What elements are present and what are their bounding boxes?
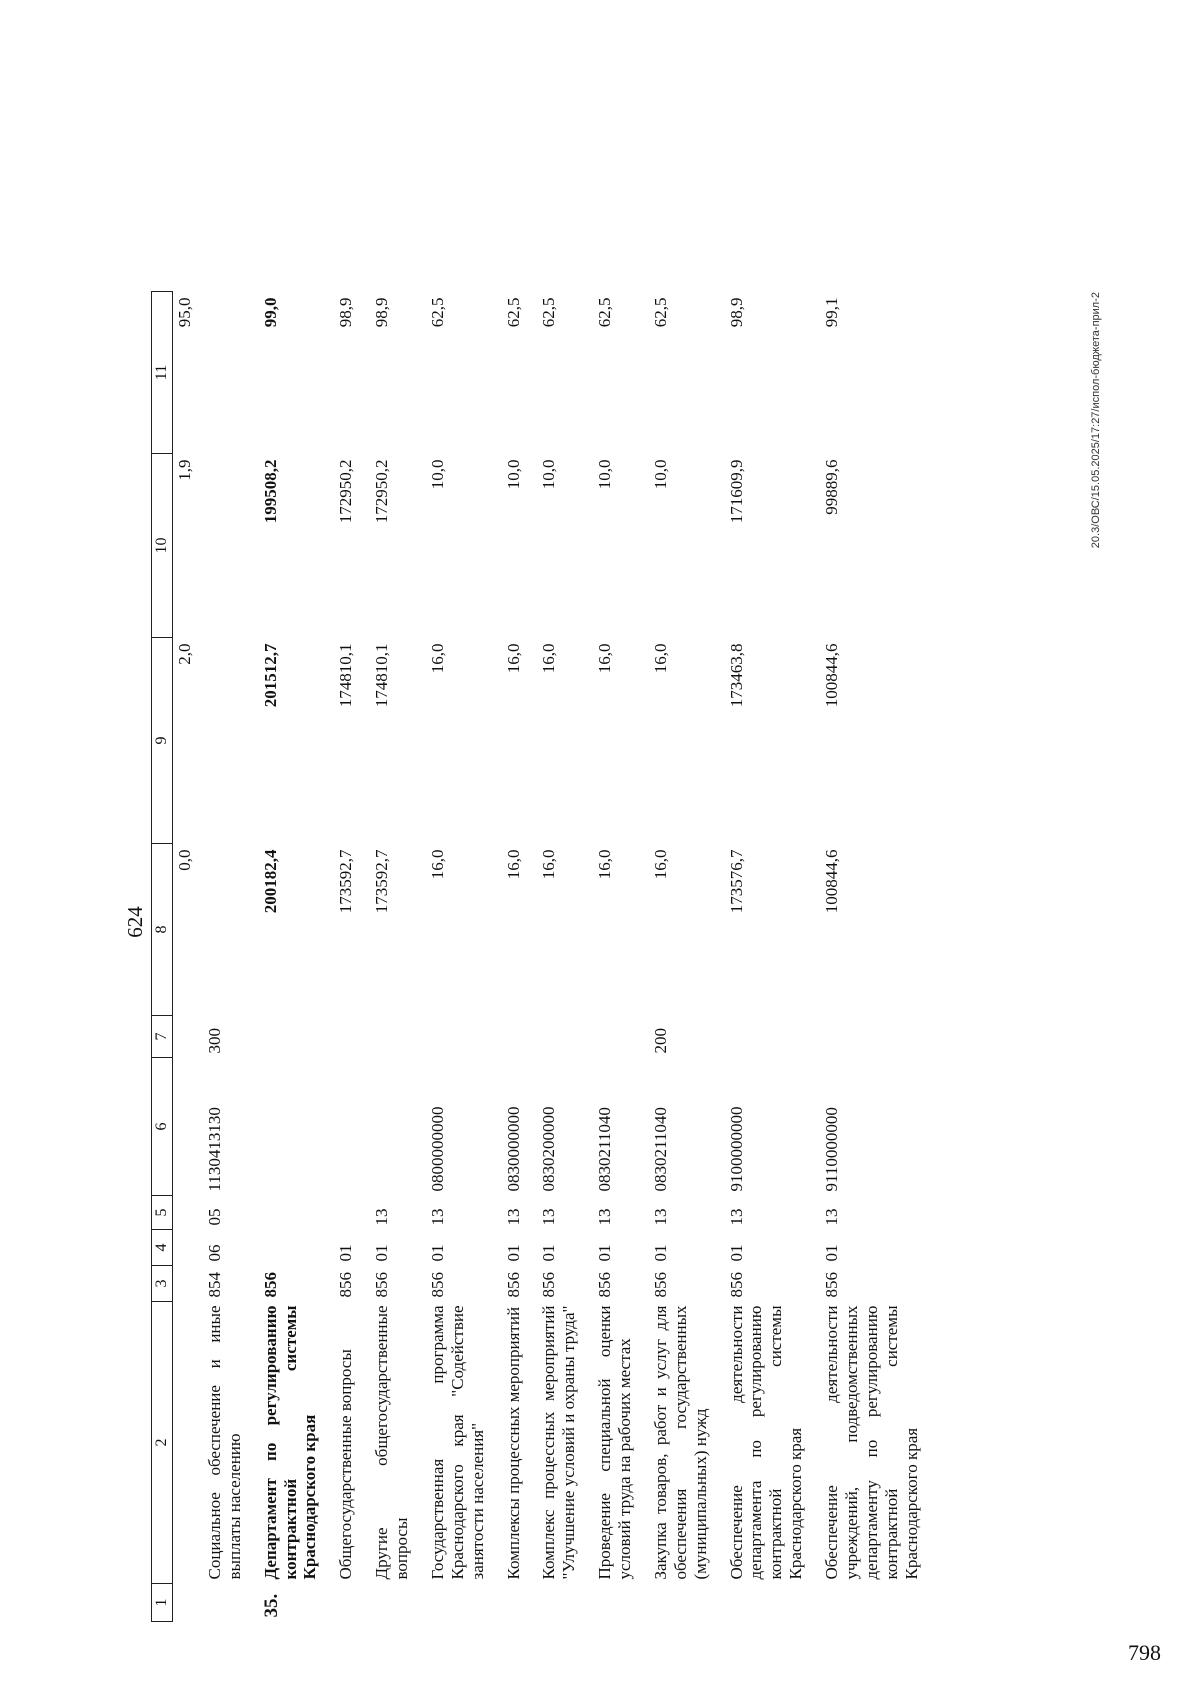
document-stamp: 20.3/ОВС/15.05.2025/17:27/испол-бюджета-прил-2 bbox=[1090, 292, 1102, 549]
table-row: Социальное обеспечение и иные выплаты населению 854 06 05 1130413130 300 bbox=[201, 292, 253, 1622]
row-name: Другие общегосударственные вопросы bbox=[372, 1305, 411, 1580]
rotated-page bbox=[115, 222, 1115, 1622]
budget-table bbox=[151, 291, 929, 1622]
row-name: Социальное обеспечение и иные выплаты населению bbox=[204, 1305, 244, 1580]
header-row bbox=[152, 292, 173, 1622]
page-number-top: 624 bbox=[123, 906, 147, 938]
table-row: Комплексы процессных мероприятий 856 01 13 0830000000 16,0 16,0 10,0 62,5 bbox=[496, 292, 532, 1622]
row-name: Обеспечение деятельности департамента по регулированию контрактной системы Краснодарского края bbox=[726, 1305, 806, 1580]
share-c11: 95,0 bbox=[175, 297, 194, 328]
table-row: Обеспечение деятельности департамента по регулированию контрактной системы Краснодарского края 856 01 13 9100000000 173576,7 173463,8 171609,9 98,9 bbox=[719, 292, 815, 1622]
col-header: 4 bbox=[152, 1230, 173, 1266]
col-header: 10 bbox=[152, 454, 173, 638]
row-name: Комплексы процессных мероприятий bbox=[503, 1306, 523, 1580]
row-name: Департамент по регулированию контрактной системы Краснодарского края bbox=[260, 1305, 320, 1580]
col-header: 5 bbox=[152, 1196, 173, 1230]
col-header: 1 bbox=[152, 1584, 173, 1622]
col-header: 7 bbox=[152, 1016, 173, 1058]
table-row: Другие общегосударственные вопросы 856 01 13 173592,7 174810,1 172950,2 98,9 bbox=[364, 292, 420, 1622]
table-row: Государственная программа Краснодарского края "Содействие занятости населения" 856 01 13 0800000000 16,0 16,0 10,0 62,5 bbox=[420, 292, 496, 1622]
row-name: Государственная программа Краснодарского края "Содействие занятости населения" bbox=[427, 1305, 487, 1580]
table-row: Проведение специальной оценки условий труда на рабочих местах 856 01 13 0830211040 16,0 16,0 10,0 62,5 bbox=[587, 292, 643, 1622]
col-header: 2 bbox=[152, 1302, 173, 1584]
row-name: Обеспечение деятельности учреждений, подведомственных департаменту по регулированию контрактной системы Краснодарского края bbox=[822, 1305, 921, 1580]
table-row: Закупка товаров, работ и услуг для обеспечения государственных (муниципальных) нужд 856 01 13 0830211040 200 16,0 16,0 10,0 62,5 bbox=[643, 292, 719, 1622]
share-row bbox=[173, 292, 201, 1622]
row-name: Закупка товаров, работ и услуг для обеспечения государственных (муниципальных) нужд bbox=[650, 1305, 710, 1580]
table-row: Общегосударственные вопросы 856 01 173592,7 174810,1 172950,2 98,9 bbox=[328, 292, 364, 1622]
table-row: Комплекс процессных мероприятий "Улучшение условий и охраны труда" 856 01 13 0830200000 16,0 16,0 10,0 62,5 bbox=[531, 292, 587, 1622]
share-c10: 1,9 bbox=[175, 459, 194, 481]
share-c9: 2,0 bbox=[175, 643, 194, 665]
page-number-bottom: 798 bbox=[1128, 1640, 1161, 1665]
row-name: Комплекс процессных мероприятий "Улучшение условий и охраны труда" bbox=[539, 1305, 579, 1580]
table-row-department: 35. Департамент по регулированию контрактной системы Краснодарского края 856 200182,4 201512,7 199508,2 99,0 bbox=[253, 292, 329, 1622]
share-c8: 0,0 bbox=[175, 849, 194, 871]
col-header: 11 bbox=[152, 292, 173, 454]
table-row: Обеспечение деятельности учреждений, подведомственных департаменту по регулированию контрактной системы Краснодарского края 856 01 13 9110000000 100844,6 100844,6 99889,6 99,1 bbox=[814, 292, 929, 1622]
row-name: Проведение специальной оценки условий труда на рабочих местах bbox=[595, 1305, 634, 1580]
col-header: 3 bbox=[152, 1266, 173, 1302]
col-header: 8 bbox=[152, 844, 173, 1016]
row-index: 35. bbox=[260, 1593, 282, 1618]
row-name: Общегосударственные вопросы bbox=[336, 1349, 356, 1580]
col-header: 6 bbox=[152, 1058, 173, 1196]
col-header: 9 bbox=[152, 638, 173, 844]
